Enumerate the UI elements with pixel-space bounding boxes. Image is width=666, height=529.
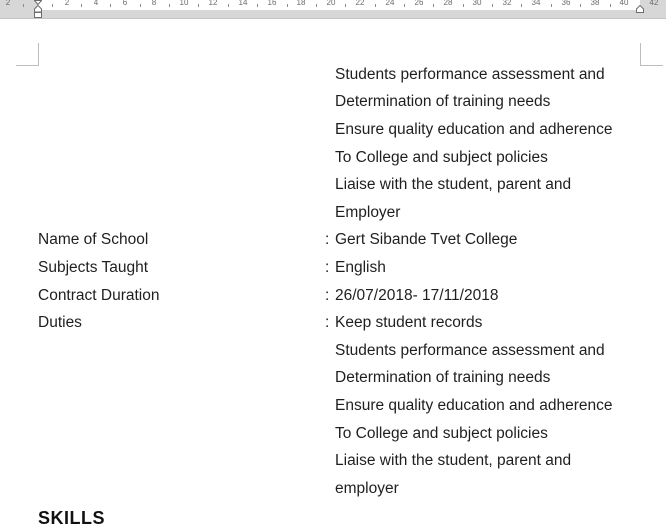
ruler-number: 22 — [355, 0, 365, 7]
ruler-number: 38 — [590, 0, 600, 7]
ruler-tick — [169, 4, 170, 7]
ruler-number: 30 — [472, 0, 482, 7]
colon: : — [325, 259, 330, 276]
ruler-number: 28 — [443, 0, 453, 7]
ruler-tick — [521, 4, 522, 7]
ruler-number: 2 — [64, 0, 70, 7]
ruler-tick — [110, 4, 111, 7]
colon: : — [325, 287, 330, 304]
duty-line: employer — [335, 480, 399, 497]
ruler-number: 8 — [151, 0, 157, 7]
duty-line: Ensure quality education and adherence — [335, 397, 613, 414]
duty-line: Ensure quality education and adherence — [335, 121, 613, 138]
ruler-tick — [404, 4, 405, 7]
duty-line: Students performance assessment and — [335, 66, 605, 83]
ruler-tick — [375, 4, 376, 7]
ruler-number: 26 — [414, 0, 424, 7]
ruler-number: 18 — [296, 0, 306, 7]
duty-line: Determination of training needs — [335, 369, 551, 386]
duty-line: Students performance assessment and — [335, 342, 605, 359]
right-indent-marker[interactable] — [636, 5, 644, 13]
ruler-tick — [257, 4, 258, 7]
ruler-tick — [316, 4, 317, 7]
ruler-number: 2 — [5, 0, 11, 7]
school-value: Gert Sibande Tvet College — [335, 231, 518, 248]
ruler-tick — [228, 4, 229, 7]
duty-line: Employer — [335, 204, 401, 221]
ruler-number: 14 — [238, 0, 248, 7]
ruler-number: 42 — [649, 0, 659, 7]
duty-line: Determination of training needs — [335, 93, 551, 110]
duty-line: To College and subject policies — [335, 149, 548, 166]
ruler-tick — [610, 4, 611, 7]
duty-line: Keep student records — [335, 314, 483, 331]
ruler-tick — [198, 4, 199, 7]
ruler-number: 40 — [619, 0, 629, 7]
contract-label: Contract Duration — [38, 287, 160, 304]
section-heading-skills: SKILLS — [38, 508, 106, 528]
ruler-tick — [345, 4, 346, 7]
colon: : — [325, 314, 330, 331]
ruler-tick — [551, 4, 552, 7]
duty-line: Liaise with the student, parent and — [335, 452, 572, 469]
document-page[interactable] — [0, 19, 666, 528]
ruler-tick — [433, 4, 434, 7]
ruler-number: 32 — [502, 0, 512, 7]
ruler-number: 10 — [179, 0, 189, 7]
duty-line: To College and subject policies — [335, 425, 548, 442]
school-label: Name of School — [38, 231, 149, 248]
hanging-indent-marker[interactable] — [34, 5, 42, 18]
colon: : — [325, 231, 330, 248]
contract-value: 26/07/2018- 17/11/2018 — [335, 287, 499, 304]
margin-corner-top-left — [16, 43, 39, 66]
ruler-tick — [463, 4, 464, 7]
ruler-tick — [81, 4, 82, 7]
margin-corner-top-right — [640, 43, 663, 66]
subjects-label: Subjects Taught — [38, 259, 149, 276]
ruler-number: 16 — [267, 0, 277, 7]
ruler-number: 12 — [208, 0, 218, 7]
ruler-tick — [287, 4, 288, 7]
ruler-number: 36 — [561, 0, 571, 7]
horizontal-ruler[interactable] — [0, 0, 666, 19]
ruler-tick — [580, 4, 581, 7]
ruler-tick — [52, 4, 53, 7]
ruler-tick — [23, 4, 24, 7]
ruler-number: 20 — [326, 0, 336, 7]
duty-line: Liaise with the student, parent and — [335, 176, 572, 193]
ruler-tick — [492, 4, 493, 7]
ruler-tick — [140, 4, 141, 7]
subjects-value: English — [335, 259, 386, 276]
ruler-number: 24 — [385, 0, 395, 7]
ruler-text-area — [38, 0, 640, 10]
ruler-number: 4 — [93, 0, 99, 7]
duties-label: Duties — [38, 314, 82, 331]
ruler-number: 34 — [531, 0, 541, 7]
ruler-number: 6 — [122, 0, 128, 7]
